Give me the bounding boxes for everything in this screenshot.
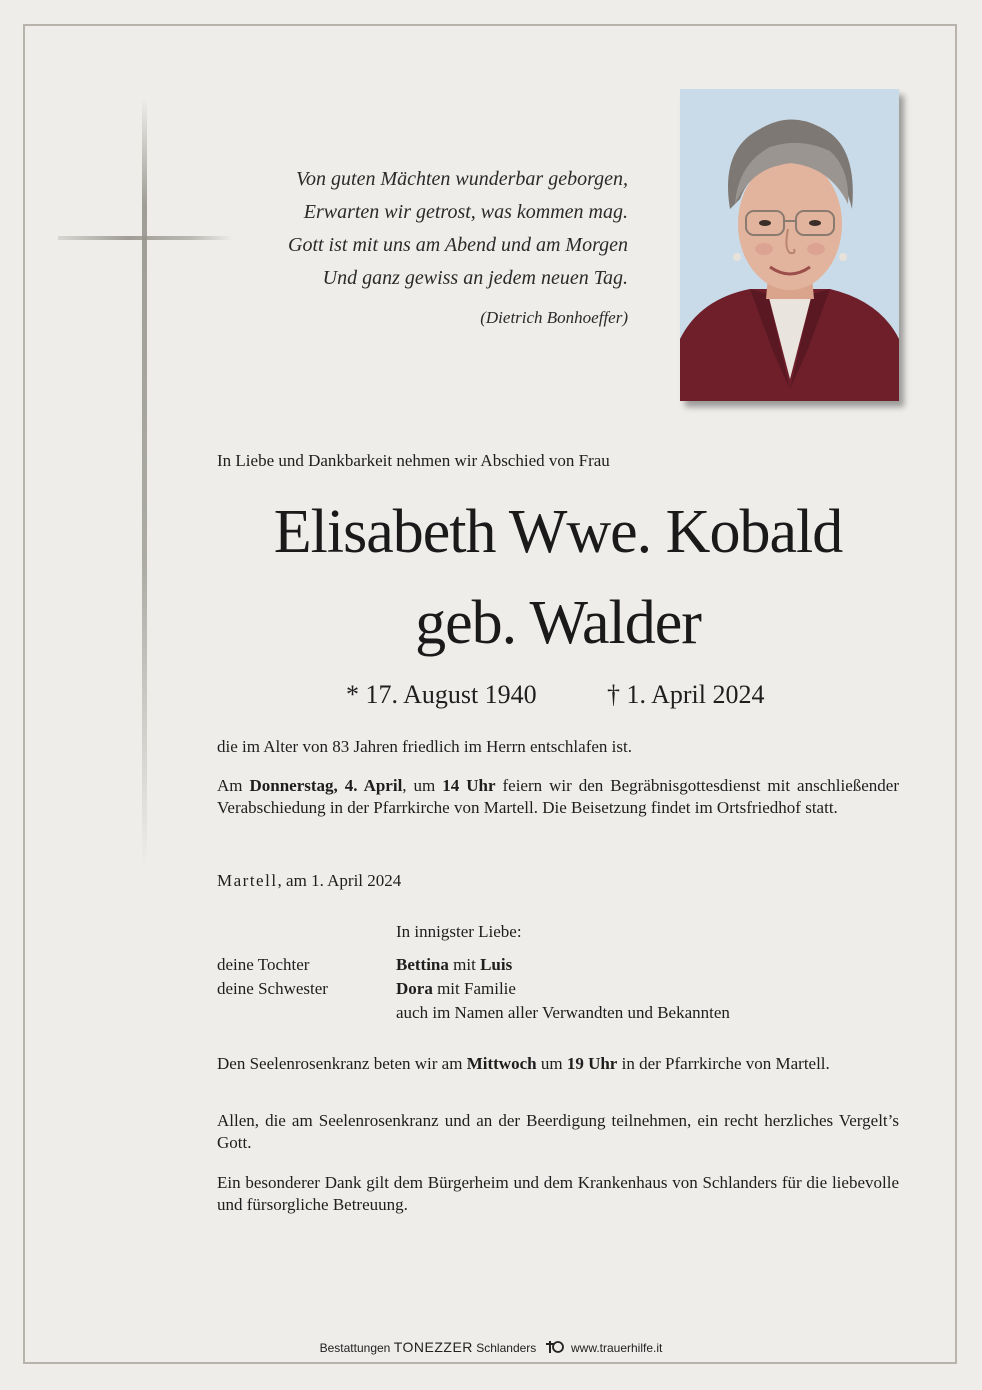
cross-vertical-beam — [142, 98, 147, 868]
cross-horizontal-beam — [58, 236, 233, 240]
portrait-photo — [680, 89, 899, 401]
mass-text: , um — [402, 776, 443, 795]
relative-name: Luis — [480, 955, 513, 974]
rosary-text: um — [536, 1054, 567, 1073]
footer-prefix: Bestattungen — [319, 1341, 391, 1355]
rosary-time: 19 Uhr — [566, 1054, 618, 1073]
maiden-name: geb. Walder — [415, 589, 701, 657]
deceased-name: Elisabeth Wwe. Kobald — [273, 498, 843, 566]
mass-text: Am — [217, 776, 250, 795]
poem-author: (Dietrich Bonhoeffer) — [480, 308, 628, 327]
footer — [0, 1339, 982, 1357]
intro-text: In Liebe und Dankbarkeit nehmen wir Abschied von Frau — [217, 451, 610, 470]
birth-date: * 17. August 1940 — [346, 680, 537, 709]
relatives-extended: auch im Namen aller Verwandten und Bekannten — [396, 1003, 730, 1022]
trauerhilfe-logo-icon — [544, 1340, 564, 1357]
rosary-day: Mittwoch — [466, 1054, 537, 1073]
special-thanks-text: Ein besonderer Dank gilt dem Bürgerheim und dem Krankenhaus von Schlanders für die liebevolle und fürsorgliche Betreuung. — [217, 1173, 899, 1214]
funeral-mass-info — [217, 775, 899, 819]
age-statement: die im Alter von 83 Jahren friedlich im Herrn entschlafen ist. — [217, 737, 632, 756]
relative-name: Bettina — [396, 955, 449, 974]
poem-line: Von guten Mächten wunderbar geborgen, — [296, 168, 628, 190]
relative-label: deine Schwester — [217, 979, 328, 998]
poem-line: Gott ist mit uns am Abend und am Morgen — [288, 234, 628, 256]
rosary-info — [217, 1053, 899, 1075]
love-heading: In innigster Liebe: — [396, 922, 522, 941]
place-name: Martell — [217, 871, 278, 890]
rosary-text: Den Seelenrosenkranz beten wir am — [217, 1054, 467, 1073]
relative-names — [396, 1001, 730, 1025]
relative-names — [396, 953, 512, 977]
funeral-home-town: Schlanders — [476, 1341, 537, 1355]
portrait-illustration — [680, 89, 899, 401]
relative-name: Dora — [396, 979, 433, 998]
poem — [288, 163, 628, 331]
relative-connector: mit Familie — [432, 979, 516, 998]
thanks-text: Allen, die am Seelenrosenkranz und an der Beerdigung teilnehmen, ein recht herzliches Vergelt’s Gott. — [217, 1111, 899, 1152]
mass-day: Donnerstag, 4. April — [249, 776, 403, 795]
place-and-date — [217, 870, 899, 892]
relative-connector: mit — [448, 955, 481, 974]
poem-line: Erwarten wir getrost, was kommen mag. — [303, 201, 628, 223]
mass-time: 14 Uhr — [442, 776, 496, 795]
funeral-home-brand: TONEZZER — [393, 1339, 473, 1355]
mass-text: feiern wir den Begräbnisgottesdienst mit anschließender Verabschiedung in der Pfarrkirche von Martell. Die Beisetzung findet im Ortsfriedhof statt. — [217, 776, 899, 817]
announcement-date: , am 1. April 2024 — [277, 871, 402, 890]
relative-label: deine Tochter — [217, 955, 310, 974]
rosary-text: in der Pfarrkirche von Martell. — [617, 1054, 830, 1073]
death-date: † 1. April 2024 — [607, 680, 765, 709]
poem-line: Und ganz gewiss an jedem neuen Tag. — [322, 267, 628, 289]
website-link[interactable]: www.trauerhilfe.it — [570, 1341, 663, 1355]
relative-names — [396, 977, 516, 1001]
